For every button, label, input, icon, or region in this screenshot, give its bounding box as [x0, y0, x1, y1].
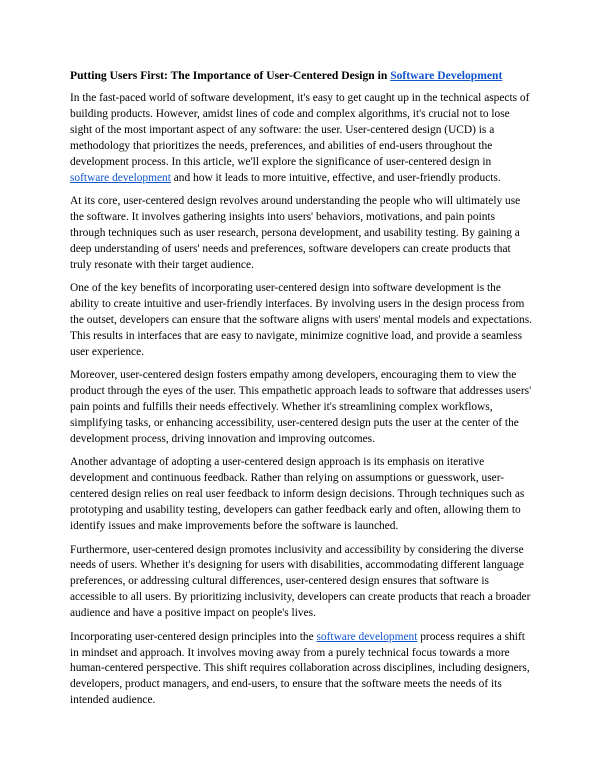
paragraph-intro-text-after: and how it leads to more intuitive, effective, and user-friendly products. — [170, 171, 501, 184]
paragraph-mindset-text-after: process requires a shift in mindset and approach. It involves moving away from a purely technical focus towards a more human-centered perspective. This shift requires collaboration across disciplines, including designers, developers, product managers, and end-users, to ensure that the software meets the needs of its intended audience. — [70, 630, 530, 707]
paragraph-benefits: One of the key benefits of incorporating user-centered design into software development is the ability to create intuitive and user-friendly interfaces. By involving users in the design process from the outset, developers can ensure that the software aligns with users' mental models and expectations. This results in interfaces that are easy to navigate, minimize cognitive load, and provide a seamless user experience. — [70, 282, 532, 358]
software-development-link[interactable]: software development — [70, 171, 171, 184]
paragraph-intro — [70, 91, 532, 186]
paragraph-iterative: Another advantage of adopting a user-centered design approach is its emphasis on iterative development and continuous feedback. Rather than relying on assumptions or guesswork, user-centered design relies on real user feedback to inform design decisions. Through techniques such as prototyping and usability testing, developers can gather feedback early and often, allowing them to identify issues and make improvements before the software is launched. — [70, 456, 525, 533]
paragraph-empathy: Moreover, user-centered design fosters empathy among developers, encouraging them to view the product through the eyes of the user. This empathetic approach leads to software that addresses users' pain points and fulfills their needs effectively. Whether it's streamlining complex workflows, simplifying tasks, or enhancing accessibility, user-centered design puts the user at the center of the development process, driving innovation and improving outcomes. — [70, 369, 532, 445]
paragraph-mindset — [70, 630, 532, 710]
paragraph-intro-text-before: In the fast-paced world of software development, it's easy to get caught up in the technical aspects of building products. However, amidst lines of code and complex algorithms, it's crucial not to lose sight of the most important aspect of any software: the user. User-centered design (UCD) is a methodology that prioritizes the needs, preferences, and abilities of end-users throughout the development process. In this article, we'll explore the significance of user-centered design in — [70, 92, 530, 168]
document-title — [70, 67, 532, 84]
document-page — [70, 67, 532, 717]
paragraph-inclusivity: Furthermore, user-centered design promotes inclusivity and accessibility by considering the diverse needs of users. Whether it's designing for users with disabilities, accommodating different language preferences, or addressing cultural differences, user-centered design ensures that software is accessible to all users. By prioritizing inclusivity, developers can create products that reach a broader audience and have a positive impact on people's lives. — [70, 543, 531, 620]
title-software-development-link[interactable]: Software Development — [390, 69, 503, 82]
paragraph-mindset-text-before: Incorporating user-centered design principles into the — [70, 630, 317, 643]
software-development-link-2[interactable]: software development — [316, 630, 418, 643]
paragraph-core: At its core, user-centered design revolves around understanding the people who will ultimately use the software. It involves gathering insights into users' behaviors, motivations, and pain points through techniques such as user research, persona development, and usability testing. By gaining a deep understanding of users' needs and preferences, software developers can create products that truly resonate with their target audience. — [70, 195, 521, 271]
title-text: Putting Users First: The Importance of User-Centered Design in — [70, 69, 391, 82]
